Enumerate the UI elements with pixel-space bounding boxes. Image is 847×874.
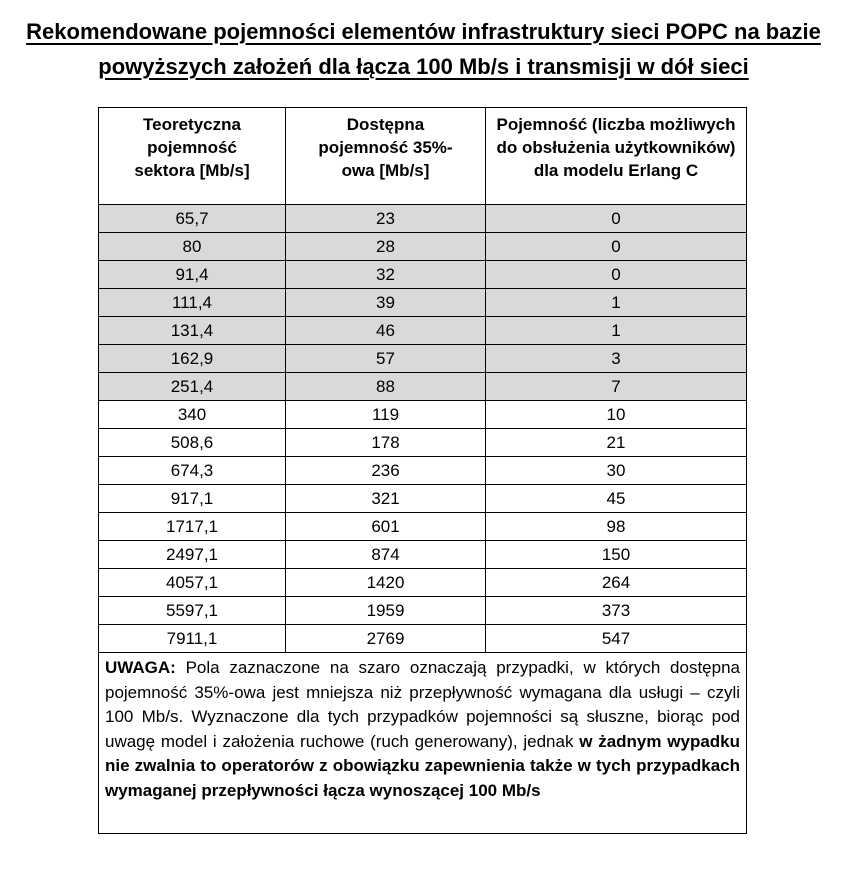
- users-cell: 547: [486, 625, 747, 653]
- users-cell: 45: [486, 485, 747, 513]
- users-cell: 21: [486, 429, 747, 457]
- users-cell: 98: [486, 513, 747, 541]
- available-capacity-cell: 1420: [286, 569, 486, 597]
- users-cell: 10: [486, 401, 747, 429]
- note-bold-text: w żadnym wypadku nie zwalnia to operatorów z obowiązku zapewnienia także w tych przypadkach wymaganej przepływności łącza wynoszącej 100 Mb/s: [105, 731, 741, 800]
- table-row: [99, 233, 747, 261]
- table-row: [99, 541, 747, 569]
- available-capacity-cell: 28: [286, 233, 486, 261]
- sector-capacity-cell: 674,3: [99, 457, 286, 485]
- table-row: [99, 261, 747, 289]
- users-cell: 0: [486, 205, 747, 233]
- sector-capacity-cell: 2497,1: [99, 541, 286, 569]
- users-cell: 3: [486, 345, 747, 373]
- table-header-row: [99, 108, 747, 205]
- note-label: UWAGA:: [105, 658, 176, 677]
- table-row: [99, 625, 747, 653]
- table-row: [99, 485, 747, 513]
- header-users-erlang-c: Pojemność (liczba możliwych do obsłużenia użytkowników) dla modelu Erlang C: [486, 108, 747, 205]
- users-cell: 1: [486, 289, 747, 317]
- sector-capacity-cell: 5597,1: [99, 597, 286, 625]
- header-sector-capacity: Teoretyczna pojemność sektora [Mb/s]: [99, 108, 286, 205]
- available-capacity-cell: 601: [286, 513, 486, 541]
- capacity-table: [98, 107, 747, 834]
- available-capacity-cell: 57: [286, 345, 486, 373]
- sector-capacity-cell: 91,4: [99, 261, 286, 289]
- sector-capacity-cell: 111,4: [99, 289, 286, 317]
- table-row: [99, 457, 747, 485]
- table-row: [99, 345, 747, 373]
- note-row: [99, 653, 747, 834]
- sector-capacity-cell: 1717,1: [99, 513, 286, 541]
- header-available-capacity: Dostępna pojemność 35%-owa [Mb/s]: [286, 108, 486, 205]
- sector-capacity-cell: 65,7: [99, 205, 286, 233]
- note-cell: [99, 653, 747, 834]
- users-cell: 1: [486, 317, 747, 345]
- users-cell: 7: [486, 373, 747, 401]
- available-capacity-cell: 178: [286, 429, 486, 457]
- sector-capacity-cell: 251,4: [99, 373, 286, 401]
- users-cell: 0: [486, 261, 747, 289]
- available-capacity-cell: 236: [286, 457, 486, 485]
- users-cell: 30: [486, 457, 747, 485]
- sector-capacity-cell: 131,4: [99, 317, 286, 345]
- available-capacity-cell: 39: [286, 289, 486, 317]
- table-row: [99, 317, 747, 345]
- available-capacity-cell: 321: [286, 485, 486, 513]
- document-title: [0, 14, 847, 84]
- table-row: [99, 513, 747, 541]
- table-row: [99, 597, 747, 625]
- available-capacity-cell: 23: [286, 205, 486, 233]
- users-cell: 0: [486, 233, 747, 261]
- table-body: [99, 205, 747, 653]
- available-capacity-cell: 88: [286, 373, 486, 401]
- available-capacity-cell: 1959: [286, 597, 486, 625]
- sector-capacity-cell: 917,1: [99, 485, 286, 513]
- table-row: [99, 205, 747, 233]
- sector-capacity-cell: 340: [99, 401, 286, 429]
- table-row: [99, 373, 747, 401]
- available-capacity-cell: 46: [286, 317, 486, 345]
- sector-capacity-cell: 7911,1: [99, 625, 286, 653]
- table-row: [99, 289, 747, 317]
- available-capacity-cell: 119: [286, 401, 486, 429]
- title-line-2: powyższych założeń dla łącza 100 Mb/s i transmisji w dół sieci: [98, 54, 749, 79]
- available-capacity-cell: 32: [286, 261, 486, 289]
- users-cell: 373: [486, 597, 747, 625]
- sector-capacity-cell: 162,9: [99, 345, 286, 373]
- table-row: [99, 429, 747, 457]
- available-capacity-cell: 874: [286, 541, 486, 569]
- title-line-1: Rekomendowane pojemności elementów infrastruktury sieci POPC na bazie: [26, 19, 821, 44]
- available-capacity-cell: 2769: [286, 625, 486, 653]
- table-row: [99, 569, 747, 597]
- note-text: Pola zaznaczone na szaro oznaczają przypadki, w których dostępna pojemność 35%-owa jest mniejsza niż przepływność wymagana dla usługi – czyli 100 Mb/s. Wyznaczone dla tych przypadków pojemności są słuszne, biorąc pod uwagę model i założenia ruchowe (ruch generowany), jednak: [105, 658, 740, 751]
- sector-capacity-cell: 508,6: [99, 429, 286, 457]
- users-cell: 150: [486, 541, 747, 569]
- users-cell: 264: [486, 569, 747, 597]
- table-row: [99, 401, 747, 429]
- sector-capacity-cell: 80: [99, 233, 286, 261]
- sector-capacity-cell: 4057,1: [99, 569, 286, 597]
